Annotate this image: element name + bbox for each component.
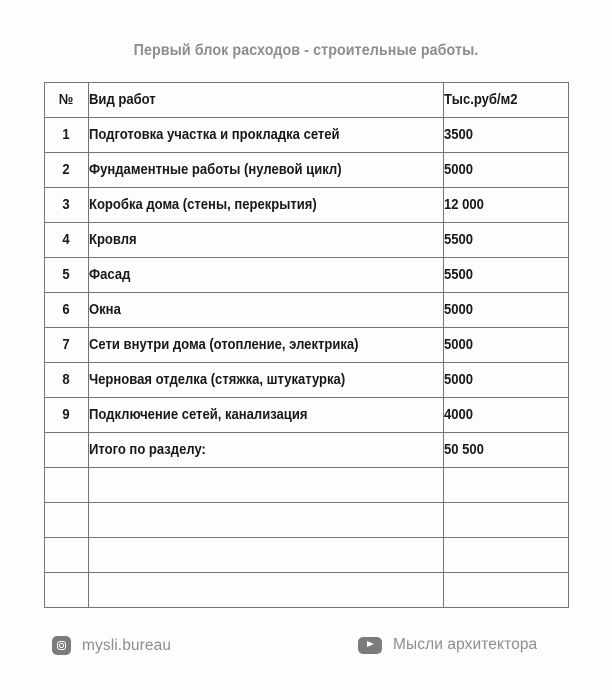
cell-work-text: Фундаментные работы (нулевой цикл) (89, 162, 342, 178)
cell-price-text: 5000 (444, 337, 474, 353)
cell-number (45, 188, 89, 223)
cell-number (45, 153, 89, 188)
column-header-price (444, 83, 569, 118)
cell-price-text: 12 000 (444, 197, 484, 213)
table-row-empty (45, 468, 569, 503)
cell-work (89, 398, 444, 433)
cell-price (444, 223, 569, 258)
cell-work (89, 433, 444, 468)
cell-work-text: Кровля (89, 232, 137, 248)
cell-number (45, 573, 89, 608)
cell-number (45, 293, 89, 328)
table-header-row (45, 83, 569, 118)
cell-price-text: 5500 (444, 232, 474, 248)
table-row (45, 188, 569, 223)
cell-work (89, 153, 444, 188)
cell-number (45, 433, 89, 468)
column-header-number-text: № (59, 92, 74, 108)
cell-number-text: 7 (62, 337, 71, 353)
cell-price (444, 188, 569, 223)
cell-work (89, 188, 444, 223)
table-row (45, 118, 569, 153)
cell-price (444, 468, 569, 503)
cell-price-text: 5000 (444, 302, 474, 318)
cell-number-text: 3 (62, 197, 71, 213)
youtube-icon (358, 637, 382, 654)
cell-work (89, 468, 444, 503)
footer (0, 636, 612, 670)
instagram-handle-label: mysli.bureau (82, 636, 172, 654)
cell-number-text: 8 (62, 372, 71, 388)
cell-price-text: 5500 (444, 267, 474, 283)
column-header-work (89, 83, 444, 118)
cell-price (444, 573, 569, 608)
cell-price (444, 258, 569, 293)
cell-work-text: Сети внутри дома (отопление, электрика) (89, 337, 359, 353)
table-row-empty (45, 573, 569, 608)
cell-number (45, 398, 89, 433)
cell-price-text: 5000 (444, 372, 474, 388)
cell-price (444, 433, 569, 468)
cell-number (45, 538, 89, 573)
cell-work-text: Окна (89, 302, 121, 318)
cell-work-text: Подготовка участка и прокладка сетей (89, 127, 340, 143)
instagram-handle[interactable] (52, 636, 171, 655)
cell-price-text: 3500 (444, 127, 474, 143)
column-header-price-text: Тыс.руб/м2 (444, 92, 518, 108)
table-row (45, 398, 569, 433)
cell-work (89, 118, 444, 153)
table-row (45, 328, 569, 363)
cell-number-text: 6 (62, 302, 71, 318)
table-row (45, 433, 569, 468)
table-body (45, 118, 569, 608)
page-title-text: Первый блок расходов - строительные работы. (133, 42, 479, 59)
cell-price-text: 50 500 (444, 442, 484, 458)
table-row (45, 363, 569, 398)
cell-number (45, 328, 89, 363)
cell-number (45, 223, 89, 258)
column-header-number (45, 83, 89, 118)
column-header-work-text: Вид работ (89, 92, 156, 108)
cell-work (89, 538, 444, 573)
cell-price (444, 118, 569, 153)
cell-price-text: 4000 (444, 407, 474, 423)
cell-price (444, 293, 569, 328)
cell-number (45, 118, 89, 153)
cell-number (45, 363, 89, 398)
cell-work-text: Черновая отделка (стяжка, штукатурка) (89, 372, 346, 388)
table-row-empty (45, 538, 569, 573)
table-row (45, 293, 569, 328)
cell-work-text: Подключение сетей, канализация (89, 407, 308, 423)
cell-number-text: 2 (62, 162, 71, 178)
cell-work (89, 363, 444, 398)
cell-work (89, 503, 444, 538)
construction-cost-table (44, 82, 569, 608)
cell-number (45, 258, 89, 293)
cell-number-text: 9 (62, 407, 71, 423)
cell-number-text: 5 (62, 267, 71, 283)
table-row (45, 153, 569, 188)
cell-work (89, 293, 444, 328)
cell-price (444, 503, 569, 538)
cell-number-text: 4 (62, 232, 71, 248)
table-row (45, 223, 569, 258)
cell-price (444, 153, 569, 188)
cell-work (89, 258, 444, 293)
youtube-channel[interactable] (358, 636, 537, 654)
cell-work (89, 573, 444, 608)
cell-price (444, 363, 569, 398)
cell-work-text: Фасад (89, 267, 131, 283)
cell-work-text: Итого по разделу: (89, 442, 206, 458)
page-title (24, 42, 587, 60)
table-row (45, 258, 569, 293)
cell-price (444, 538, 569, 573)
cell-number (45, 468, 89, 503)
cell-work-text: Коробка дома (стены, перекрытия) (89, 197, 317, 213)
youtube-channel-label: Мысли архитектора (393, 636, 538, 653)
cell-price (444, 328, 569, 363)
instagram-icon (52, 636, 71, 655)
cell-number (45, 503, 89, 538)
cost-table-container (44, 82, 568, 608)
cell-work (89, 223, 444, 258)
cell-price (444, 398, 569, 433)
cell-price-text: 5000 (444, 162, 474, 178)
cell-number-text: 1 (62, 127, 71, 143)
table-row-empty (45, 503, 569, 538)
cell-work (89, 328, 444, 363)
